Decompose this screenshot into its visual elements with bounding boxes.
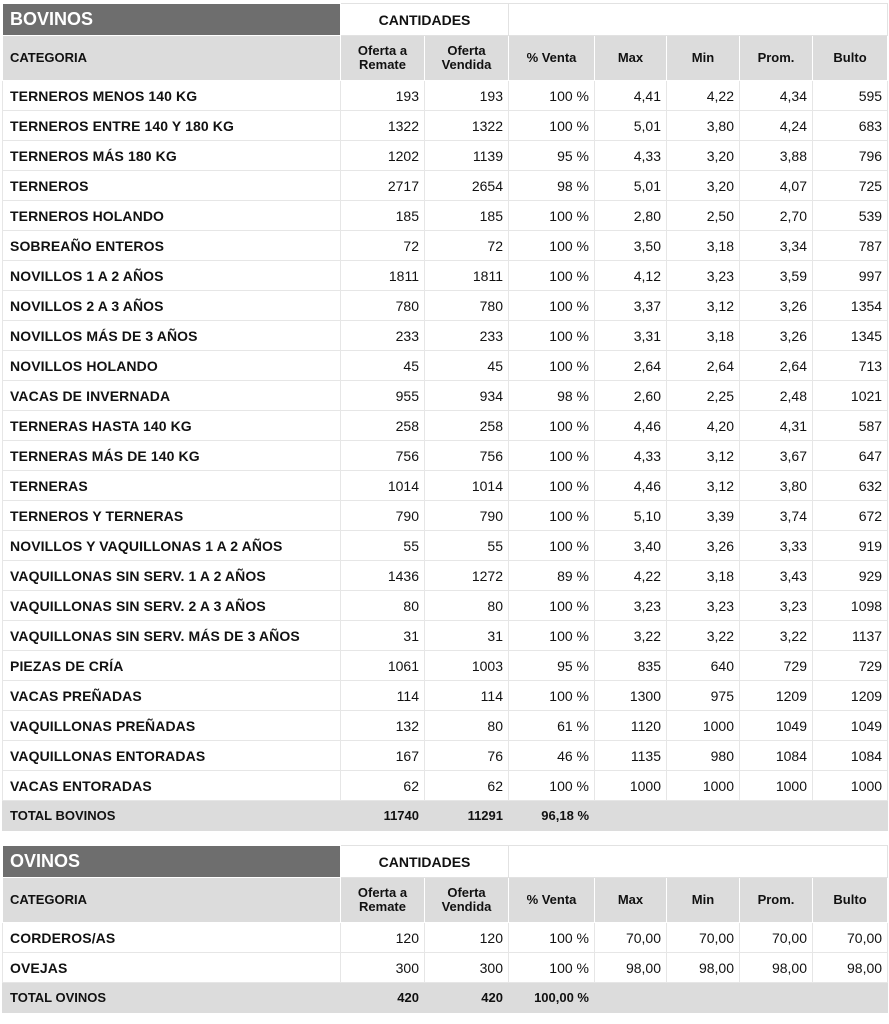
header-min: Min [667,878,740,923]
cell-oferta: 132 [341,711,425,741]
cell-oferta: 1202 [341,141,425,171]
cell-categoria: VAQUILLONAS ENTORADAS [3,741,341,771]
cell-prom: 1084 [740,741,813,771]
cell-min: 3,20 [667,171,740,201]
cell-oferta: 790 [341,501,425,531]
cell-venta: 100 % [509,411,595,441]
cell-prom: 3,74 [740,501,813,531]
cell-venta: 89 % [509,561,595,591]
cell-max: 4,12 [595,261,667,291]
cell-bulto: 587 [813,411,888,441]
cell-vendida: 80 [425,711,509,741]
cantidades-label: CANTIDADES [341,846,509,878]
cell-max: 3,37 [595,291,667,321]
table-row [3,471,888,501]
cell-min: 3,20 [667,141,740,171]
cell-categoria: TERNEROS HOLANDO [3,201,341,231]
table-row [3,231,888,261]
cell-categoria: TERNEROS MENOS 140 KG [3,81,341,111]
cell-vendida: 185 [425,201,509,231]
cell-venta: 100 % [509,291,595,321]
cell-oferta: 233 [341,321,425,351]
table-row [3,381,888,411]
cell-bulto: 1209 [813,681,888,711]
cell-min: 3,18 [667,321,740,351]
cell-oferta: 120 [341,923,425,953]
cell-max: 3,40 [595,531,667,561]
cell-bulto: 1345 [813,321,888,351]
cell-prom: 1049 [740,711,813,741]
cell-categoria: NOVILLOS HOLANDO [3,351,341,381]
cell-min: 975 [667,681,740,711]
table-row [3,531,888,561]
table-row [3,291,888,321]
cell-categoria: NOVILLOS 2 A 3 AÑOS [3,291,341,321]
ovinos-section [2,845,887,1013]
total-row [3,801,888,831]
cell-oferta: 114 [341,681,425,711]
cell-min: 3,22 [667,621,740,651]
cell-bulto: 787 [813,231,888,261]
cell-bulto: 713 [813,351,888,381]
cell-bulto: 539 [813,201,888,231]
cell-prom: 2,70 [740,201,813,231]
header-vendida-line1: Oferta [447,43,486,58]
cell-vendida: 780 [425,291,509,321]
header-prom: Prom. [740,36,813,81]
cell-vendida: 76 [425,741,509,771]
cell-vendida: 233 [425,321,509,351]
total-row [3,983,888,1013]
cell-min: 3,12 [667,441,740,471]
table-row [3,261,888,291]
cell-vendida: 120 [425,923,509,953]
cell-bulto: 1137 [813,621,888,651]
cell-categoria: VAQUILLONAS SIN SERV. MÁS DE 3 AÑOS [3,621,341,651]
cell-min: 4,22 [667,81,740,111]
cell-oferta: 55 [341,531,425,561]
total-venta: 100,00 % [509,983,595,1013]
cell-oferta: 62 [341,771,425,801]
cell-venta: 100 % [509,201,595,231]
cell-max: 3,22 [595,621,667,651]
header-bulto: Bulto [813,36,888,81]
cell-bulto: 1084 [813,741,888,771]
header-categoria: CATEGORIA [3,878,341,923]
bovinos-title-row [3,4,888,36]
cell-vendida: 55 [425,531,509,561]
cell-prom: 3,59 [740,261,813,291]
cell-max: 1135 [595,741,667,771]
cell-categoria: VACAS ENTORADAS [3,771,341,801]
cell-venta: 100 % [509,261,595,291]
table-row [3,441,888,471]
cell-oferta: 193 [341,81,425,111]
cell-prom: 2,64 [740,351,813,381]
cell-bulto: 1000 [813,771,888,801]
table-row [3,561,888,591]
cell-prom: 3,80 [740,471,813,501]
table-row [3,621,888,651]
cell-venta: 100 % [509,681,595,711]
cell-max: 5,01 [595,171,667,201]
header-max: Max [595,878,667,923]
cell-prom: 4,24 [740,111,813,141]
cell-vendida: 45 [425,351,509,381]
cell-categoria: VACAS PREÑADAS [3,681,341,711]
cell-categoria: VACAS DE INVERNADA [3,381,341,411]
cell-venta: 61 % [509,711,595,741]
cell-vendida: 300 [425,953,509,983]
cell-max: 1000 [595,771,667,801]
cell-vendida: 114 [425,681,509,711]
total-filler [595,983,888,1013]
cell-oferta: 31 [341,621,425,651]
cell-prom: 70,00 [740,923,813,953]
cell-venta: 100 % [509,321,595,351]
cell-categoria: OVEJAS [3,953,341,983]
cell-bulto: 1049 [813,711,888,741]
cell-bulto: 1354 [813,291,888,321]
cell-venta: 100 % [509,953,595,983]
cell-categoria: NOVILLOS MÁS DE 3 AÑOS [3,321,341,351]
cell-venta: 100 % [509,531,595,561]
cell-bulto: 1021 [813,381,888,411]
cell-venta: 100 % [509,471,595,501]
cell-categoria: TERNERAS HASTA 140 KG [3,411,341,441]
cell-min: 1000 [667,771,740,801]
header-oferta-line2: Remate [359,899,406,914]
cell-max: 2,60 [595,381,667,411]
cell-vendida: 72 [425,231,509,261]
cell-prom: 3,88 [740,141,813,171]
total-venta: 96,18 % [509,801,595,831]
cell-venta: 98 % [509,171,595,201]
cell-oferta: 1322 [341,111,425,141]
cell-vendida: 258 [425,411,509,441]
cell-oferta: 258 [341,411,425,441]
cell-bulto: 919 [813,531,888,561]
cell-bulto: 98,00 [813,953,888,983]
cell-prom: 4,31 [740,411,813,441]
cell-bulto: 725 [813,171,888,201]
table-row [3,651,888,681]
cell-min: 1000 [667,711,740,741]
cell-max: 4,22 [595,561,667,591]
header-oferta-line2: Remate [359,57,406,72]
table-row [3,411,888,441]
cell-max: 4,41 [595,81,667,111]
cell-bulto: 672 [813,501,888,531]
cell-categoria: VAQUILLONAS PREÑADAS [3,711,341,741]
cell-venta: 100 % [509,111,595,141]
cell-max: 3,31 [595,321,667,351]
cell-oferta: 45 [341,351,425,381]
cell-vendida: 193 [425,81,509,111]
cell-oferta: 2717 [341,171,425,201]
cell-vendida: 1139 [425,141,509,171]
total-oferta: 11740 [341,801,425,831]
cell-categoria: TERNEROS MÁS 180 KG [3,141,341,171]
title-blank [509,846,888,878]
cell-oferta: 300 [341,953,425,983]
cell-max: 1300 [595,681,667,711]
cell-min: 980 [667,741,740,771]
table-row [3,501,888,531]
total-vendida: 11291 [425,801,509,831]
cell-min: 3,39 [667,501,740,531]
cell-oferta: 955 [341,381,425,411]
cell-min: 3,80 [667,111,740,141]
section-title: BOVINOS [3,4,341,36]
cell-min: 3,23 [667,591,740,621]
table-row [3,81,888,111]
cell-vendida: 1272 [425,561,509,591]
cell-prom: 4,07 [740,171,813,201]
cell-vendida: 1014 [425,471,509,501]
cell-categoria: TERNEROS ENTRE 140 Y 180 KG [3,111,341,141]
cell-prom: 1209 [740,681,813,711]
cell-prom: 3,22 [740,621,813,651]
cantidades-label: CANTIDADES [341,4,509,36]
cell-categoria: NOVILLOS 1 A 2 AÑOS [3,261,341,291]
cell-bulto: 997 [813,261,888,291]
cell-venta: 100 % [509,621,595,651]
total-filler [595,801,888,831]
cell-min: 2,64 [667,351,740,381]
cell-oferta: 756 [341,441,425,471]
ovinos-table [2,845,888,1013]
header-oferta-remate [341,878,425,923]
title-blank [509,4,888,36]
cell-venta: 100 % [509,771,595,801]
cell-categoria: VAQUILLONAS SIN SERV. 2 A 3 AÑOS [3,591,341,621]
cell-vendida: 31 [425,621,509,651]
column-header-row [3,878,888,923]
cell-max: 2,80 [595,201,667,231]
cell-max: 98,00 [595,953,667,983]
cell-prom: 3,33 [740,531,813,561]
cell-min: 98,00 [667,953,740,983]
cell-max: 70,00 [595,923,667,953]
bovinos-section [2,3,887,831]
bovinos-table [2,3,888,831]
cell-bulto: 70,00 [813,923,888,953]
cell-vendida: 80 [425,591,509,621]
cell-min: 2,25 [667,381,740,411]
header-venta: % Venta [509,36,595,81]
header-vendida-line2: Vendida [441,57,492,72]
cell-oferta: 1436 [341,561,425,591]
cell-prom: 2,48 [740,381,813,411]
cell-categoria: NOVILLOS Y VAQUILLONAS 1 A 2 AÑOS [3,531,341,561]
column-header-row [3,36,888,81]
cell-venta: 95 % [509,141,595,171]
table-row [3,771,888,801]
cell-categoria: TERNERAS [3,471,341,501]
cell-oferta: 780 [341,291,425,321]
ovinos-title-row [3,846,888,878]
cell-prom: 3,67 [740,441,813,471]
cell-bulto: 647 [813,441,888,471]
cell-categoria: TERNEROS Y TERNERAS [3,501,341,531]
cell-oferta: 1061 [341,651,425,681]
cell-oferta: 185 [341,201,425,231]
table-row [3,111,888,141]
section-title: OVINOS [3,846,341,878]
cell-min: 2,50 [667,201,740,231]
cell-vendida: 1003 [425,651,509,681]
cell-venta: 46 % [509,741,595,771]
cell-bulto: 1098 [813,591,888,621]
cell-prom: 98,00 [740,953,813,983]
table-row [3,953,888,983]
table-row [3,591,888,621]
cell-prom: 729 [740,651,813,681]
cell-categoria: TERNEROS [3,171,341,201]
table-row [3,351,888,381]
cell-prom: 4,34 [740,81,813,111]
cell-categoria: SOBREAÑO ENTEROS [3,231,341,261]
table-row [3,681,888,711]
header-vendida-line1: Oferta [447,885,486,900]
table-row [3,321,888,351]
cell-prom: 1000 [740,771,813,801]
header-prom: Prom. [740,878,813,923]
cell-categoria: TERNERAS MÁS DE 140 KG [3,441,341,471]
cell-prom: 3,26 [740,321,813,351]
cell-venta: 95 % [509,651,595,681]
total-label: TOTAL OVINOS [3,983,341,1013]
header-oferta-vendida [425,36,509,81]
cell-min: 3,18 [667,231,740,261]
cell-bulto: 796 [813,141,888,171]
cell-prom: 3,26 [740,291,813,321]
cell-bulto: 729 [813,651,888,681]
cell-venta: 100 % [509,441,595,471]
cell-min: 70,00 [667,923,740,953]
table-row [3,201,888,231]
header-oferta-line1: Oferta a [357,43,408,58]
cell-max: 4,46 [595,471,667,501]
header-max: Max [595,36,667,81]
cell-venta: 100 % [509,923,595,953]
header-categoria: CATEGORIA [3,36,341,81]
header-vendida-line2: Vendida [441,899,492,914]
cell-categoria: VAQUILLONAS SIN SERV. 1 A 2 AÑOS [3,561,341,591]
cell-vendida: 1322 [425,111,509,141]
cell-min: 3,26 [667,531,740,561]
cell-oferta: 167 [341,741,425,771]
cell-venta: 98 % [509,381,595,411]
cell-vendida: 790 [425,501,509,531]
cell-prom: 3,34 [740,231,813,261]
table-row [3,141,888,171]
header-oferta-remate [341,36,425,81]
cell-venta: 100 % [509,501,595,531]
cell-categoria: CORDEROS/AS [3,923,341,953]
cell-min: 4,20 [667,411,740,441]
cell-min: 3,12 [667,291,740,321]
cell-max: 2,64 [595,351,667,381]
cell-categoria: PIEZAS DE CRÍA [3,651,341,681]
cell-oferta: 1014 [341,471,425,501]
cell-vendida: 1811 [425,261,509,291]
cell-max: 4,33 [595,141,667,171]
cell-bulto: 929 [813,561,888,591]
cell-bulto: 683 [813,111,888,141]
cell-venta: 100 % [509,81,595,111]
header-min: Min [667,36,740,81]
header-oferta-vendida [425,878,509,923]
cell-venta: 100 % [509,231,595,261]
cell-max: 835 [595,651,667,681]
cell-min: 3,23 [667,261,740,291]
cell-vendida: 62 [425,771,509,801]
cell-oferta: 72 [341,231,425,261]
cell-max: 5,10 [595,501,667,531]
cell-prom: 3,23 [740,591,813,621]
header-venta: % Venta [509,878,595,923]
total-oferta: 420 [341,983,425,1013]
cell-oferta: 1811 [341,261,425,291]
cell-vendida: 756 [425,441,509,471]
cell-bulto: 595 [813,81,888,111]
table-row [3,741,888,771]
cell-prom: 3,43 [740,561,813,591]
cell-max: 5,01 [595,111,667,141]
cell-max: 4,33 [595,441,667,471]
cell-max: 3,50 [595,231,667,261]
table-row [3,711,888,741]
cell-min: 640 [667,651,740,681]
cell-vendida: 934 [425,381,509,411]
cell-max: 1120 [595,711,667,741]
table-row [3,923,888,953]
header-oferta-line1: Oferta a [357,885,408,900]
table-row [3,171,888,201]
total-vendida: 420 [425,983,509,1013]
cell-min: 3,12 [667,471,740,501]
cell-venta: 100 % [509,351,595,381]
cell-vendida: 2654 [425,171,509,201]
total-label: TOTAL BOVINOS [3,801,341,831]
cell-max: 4,46 [595,411,667,441]
cell-oferta: 80 [341,591,425,621]
cell-bulto: 632 [813,471,888,501]
cell-max: 3,23 [595,591,667,621]
cell-venta: 100 % [509,591,595,621]
header-bulto: Bulto [813,878,888,923]
cell-min: 3,18 [667,561,740,591]
